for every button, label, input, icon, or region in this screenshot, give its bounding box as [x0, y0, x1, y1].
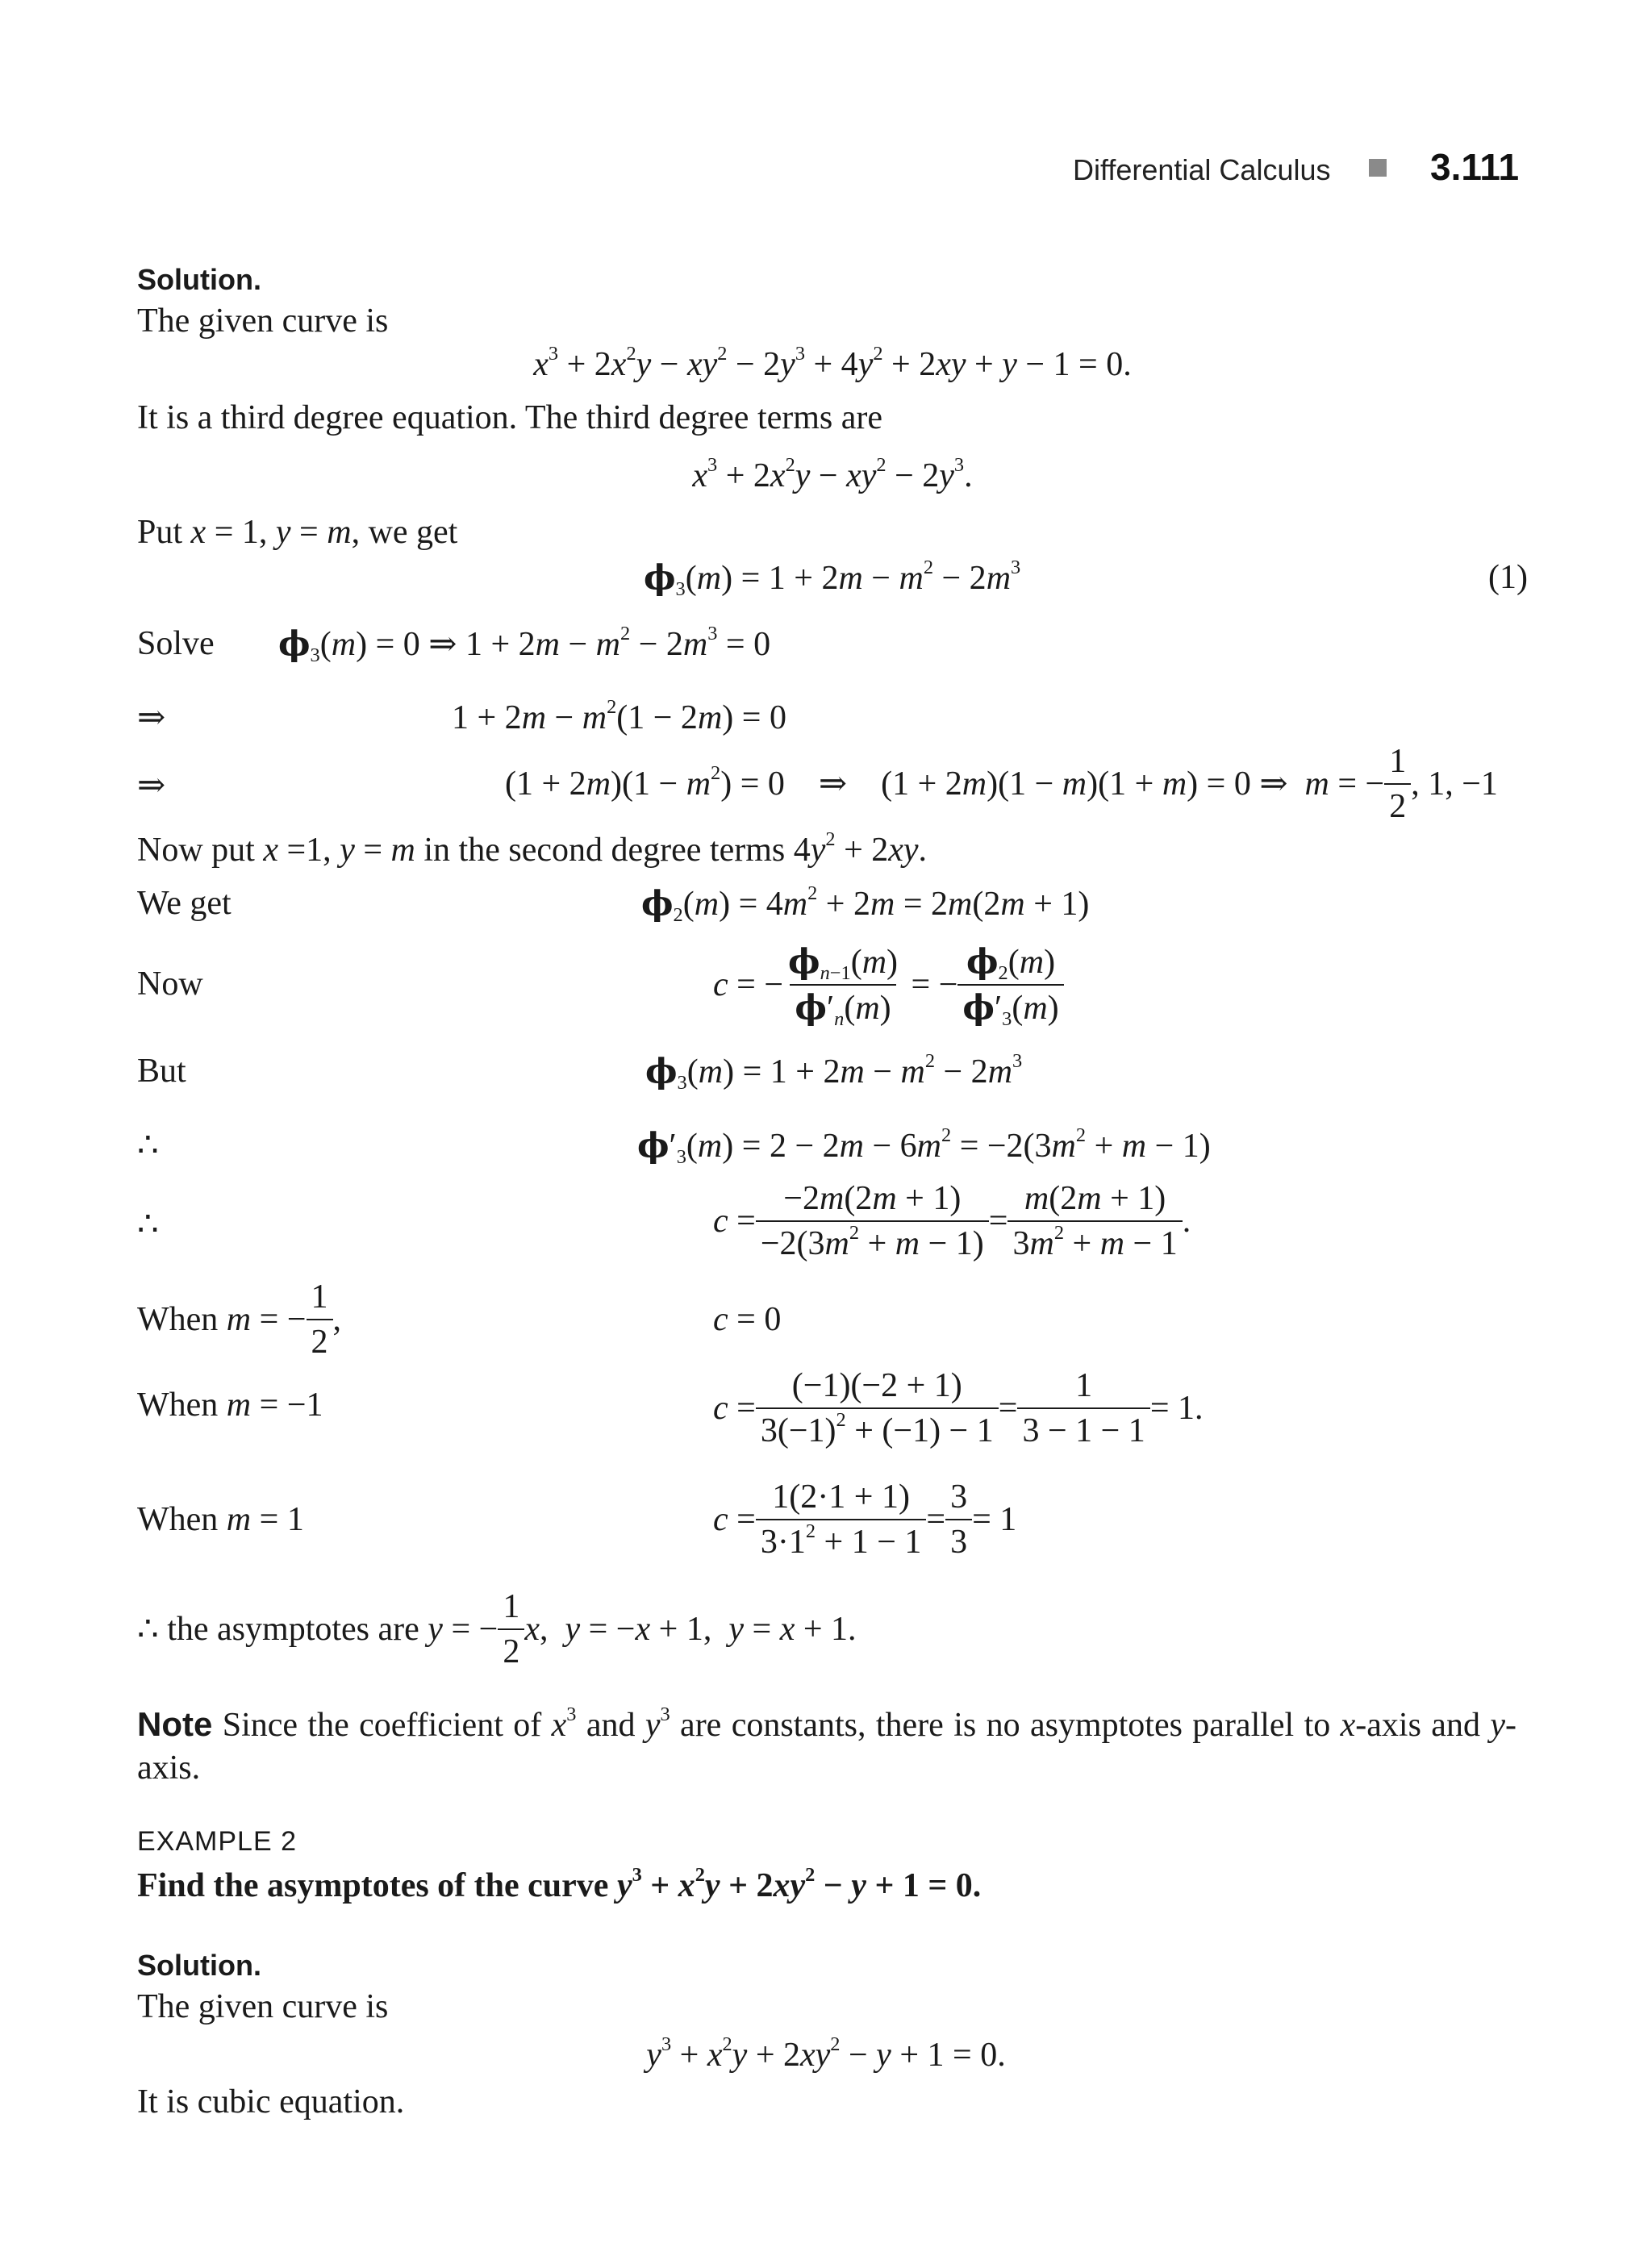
note-paragraph: Note Since the coefficient of $x^3$ and $y^3$ are constants, there is no asymptotes parallel to x-axis and y-axis.	[137, 1703, 1516, 1787]
therefore-symbol-2: ∴	[137, 1206, 159, 1243]
case3-result: c = $\frac{1(2\cdot 1 + 1)}{3\cdot 1^2 + 1 - 1}$ = $\frac{3}{3}$ = 1	[713, 1478, 1017, 1562]
c-general: c = $\frac{-2m(2m + 1)}{-2(3m^2 + m - 1)}$ = $\frac{m(2m + 1)}{3m^2 + m - 1}$ .	[713, 1180, 1191, 1263]
solution2-heading: Solution.	[137, 1949, 261, 1982]
solution2-cubic-text: It is cubic equation.	[137, 2083, 405, 2120]
implies-arrow-1: ⇒	[137, 699, 166, 736]
case1-label: When m = − $\frac{1}{2}$ ,	[137, 1278, 342, 1362]
case2-label: When m = −1	[137, 1387, 323, 1424]
equation-1: $\phi_3(m) = 1 + 2m - m^2 - 2m^3$	[644, 557, 1021, 600]
header-square-icon	[1369, 159, 1387, 177]
substitution-text: Put x = 1, y = m, we get	[137, 514, 458, 551]
note-label: Note	[137, 1705, 213, 1743]
solution-heading: Solution.	[137, 263, 261, 296]
solution2-curve: $y^3 + x^2y + 2xy^2 - y + 1 = 0$.	[646, 2033, 1006, 2074]
phi3-equation: $\phi_3(m) = 1 + 2m - m^2 - 2m^3$	[645, 1050, 1023, 1094]
second-degree-text: Now put x =1, y = m in the second degree terms $4y^2 + 2xy$.	[137, 828, 928, 869]
implies-arrow-2: ⇒	[137, 767, 166, 804]
step1-equation: $1 + 2m - m^2(1 - 2m) = 0$	[452, 696, 786, 736]
example-heading: EXAMPLE 2	[137, 1826, 297, 1857]
equation-1-tag: (1)	[1488, 559, 1528, 596]
solution2-intro: The given curve is	[137, 1988, 389, 2025]
now-label: Now	[137, 965, 203, 1003]
phi3-prime-equation: $\phi'_3(m) = 2 - 2m - 6m^2 = -2(3m^2 + m - 1)$	[637, 1124, 1211, 1168]
case1-result: c = 0	[713, 1301, 782, 1338]
case3-label: When m = 1	[137, 1501, 304, 1538]
phi2-equation: $\phi_2(m) = 4m^2 + 2m = 2m(2m + 1)$	[641, 882, 1090, 926]
we-get-label: We get	[137, 885, 232, 922]
running-title: Differential Calculus	[1073, 153, 1331, 186]
step2-equation: $(1 + 2m)(1 - m^2) = 0$ ⇒ (1 + 2m)(1 − m)(1 + m) = 0 ⇒ m = − $\frac{1}{2}$ , 1, −1	[505, 743, 1498, 826]
asymptotes-conclusion: ∴ the asymptotes are y = − $\frac{1}{2}$ x, y = −x + 1, y = x + 1.	[137, 1588, 857, 1671]
page-number: 3.111	[1430, 146, 1520, 188]
solution-intro: The given curve is	[137, 302, 389, 340]
therefore-symbol-1: ∴	[137, 1127, 159, 1164]
solve-label: Solve	[137, 625, 215, 662]
solve-equation: $\phi_3(m) = 0$ ⇒ $1 + 2m - m^2 - 2m^3 = 0$	[278, 623, 771, 666]
third-degree-terms: $x^3 + 2x^2y - xy^2 - 2y^3$.	[692, 454, 973, 494]
example-problem: Find the asymptotes of the curve $y^3 + x^2y + 2xy^2 - y + 1 = 0$.	[137, 1864, 982, 1904]
curve-equation: $x^3 + 2x^2y - xy^2 - 2y^3 + 4y^2 + 2xy + y - 1 = 0$.	[533, 343, 1132, 383]
but-label: But	[137, 1053, 186, 1090]
degree-statement: It is a third degree equation. The third degree terms are	[137, 399, 883, 436]
case2-result: c = $\frac{(-1)(-2 + 1)}{3(-1)^2 + (-1) - 1}$ = $\frac{1}{3 - 1 - 1}$ = 1.	[713, 1367, 1204, 1450]
c-formula: c = − $\frac{\phi_{n-1}(m)}{\phi'_n(m)}$ = − $\frac{\phi_2(m)}{\phi'_3(m)}$	[713, 942, 1064, 1028]
